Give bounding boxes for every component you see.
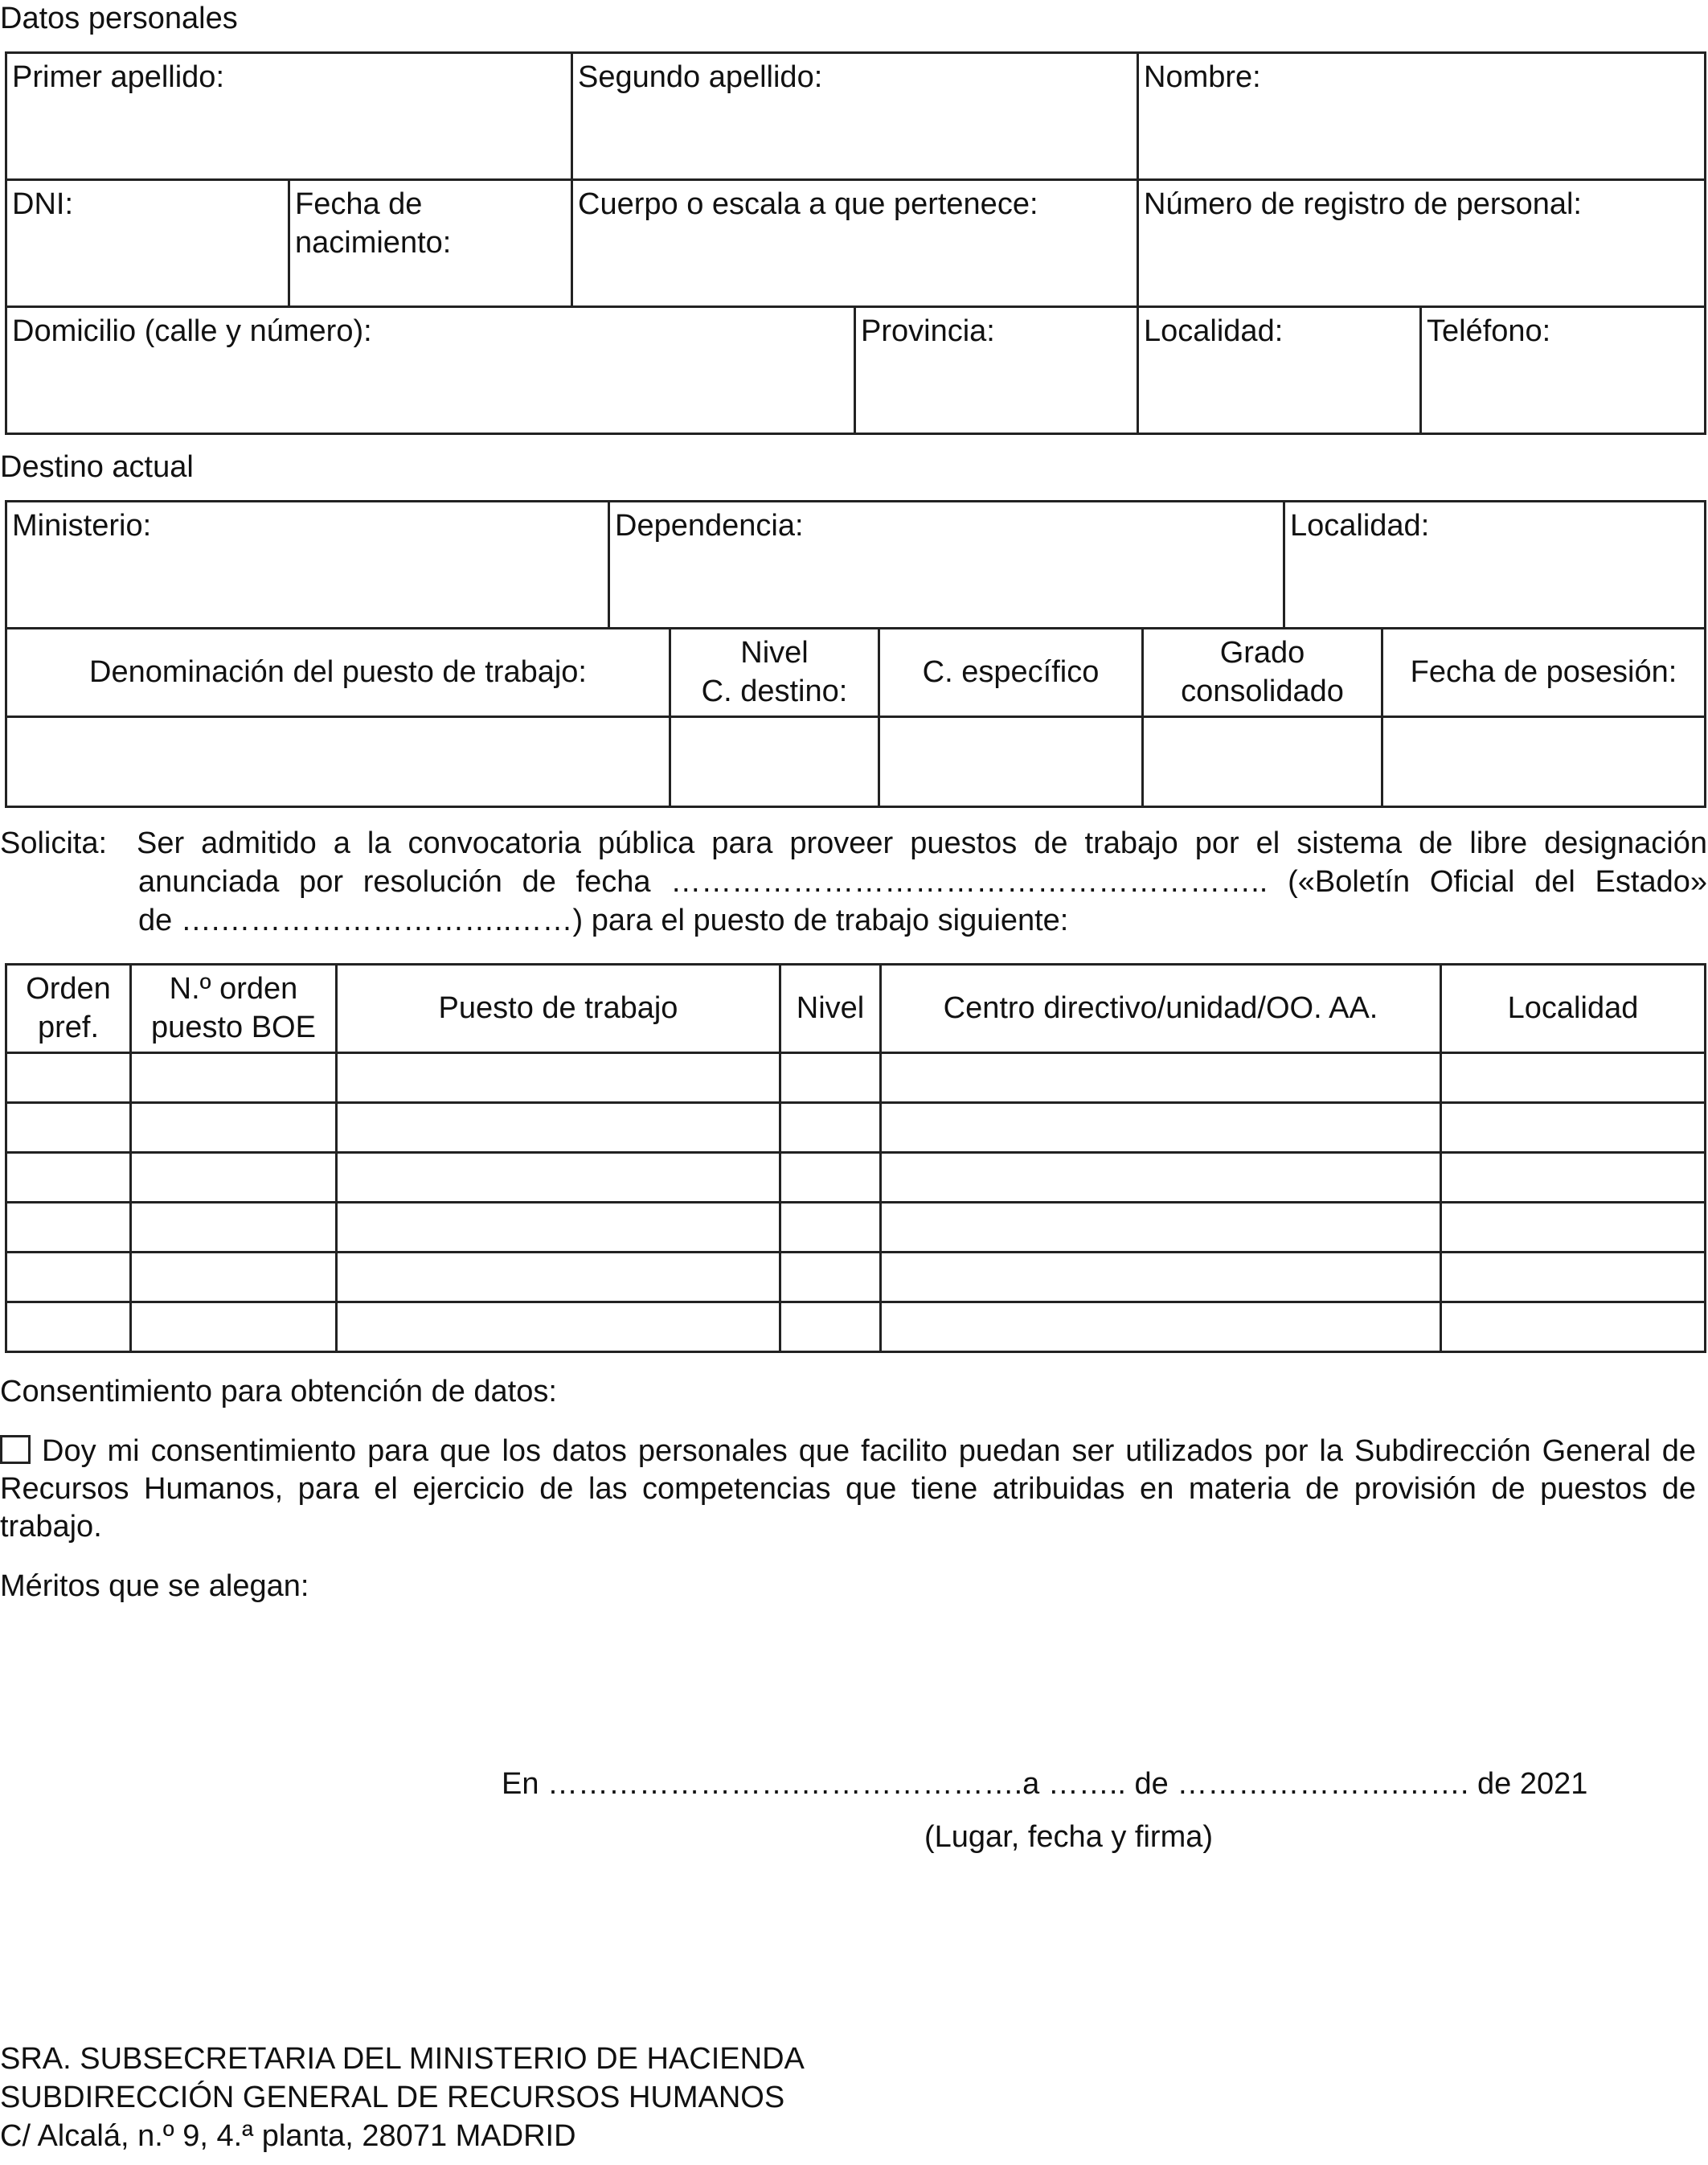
header-line1: Nivel xyxy=(796,990,865,1025)
header-line1: Centro directivo/unidad/OO. AA. xyxy=(943,990,1378,1025)
header-line1: Localidad xyxy=(1507,990,1639,1025)
numero-registro-label: Número de registro de personal: xyxy=(1144,187,1582,221)
nivel-line2: C. destino: xyxy=(701,674,848,708)
table-cell[interactable] xyxy=(337,1153,780,1203)
table-cell[interactable] xyxy=(131,1153,337,1203)
cuerpo-escala-label: Cuerpo o escala a que pertenece: xyxy=(578,187,1038,221)
destino-localidad-field[interactable] xyxy=(1284,502,1706,629)
destinatario-line1: SRA. SUBSECRETARIA DEL MINISTERIO DE HACIENDA xyxy=(0,2042,805,2076)
table-cell[interactable] xyxy=(337,1253,780,1302)
fecha-posesion-input[interactable] xyxy=(1382,717,1706,807)
nivel-destino-header xyxy=(670,629,879,717)
table-cell[interactable] xyxy=(1441,1302,1706,1352)
puestos-header-cell xyxy=(337,965,780,1053)
denominacion-input[interactable] xyxy=(6,717,670,807)
telefono-field[interactable] xyxy=(1421,307,1706,434)
table-cell[interactable] xyxy=(6,1302,131,1352)
table-cell[interactable] xyxy=(1441,1253,1706,1302)
table-cell[interactable] xyxy=(881,1103,1441,1153)
table-cell[interactable] xyxy=(1441,1203,1706,1253)
solicita-label: Solicita: xyxy=(0,826,108,860)
ministerio-label: Ministerio: xyxy=(12,509,152,543)
table-cell[interactable] xyxy=(881,1053,1441,1103)
domicilio-label: Domicilio (calle y número): xyxy=(12,314,372,348)
table-cell[interactable] xyxy=(881,1253,1441,1302)
localidad-field[interactable] xyxy=(1138,307,1421,434)
destinatario-line2: SUBDIRECCIÓN GENERAL DE RECURSOS HUMANOS xyxy=(0,2081,785,2114)
table-cell[interactable] xyxy=(131,1253,337,1302)
meritos-area[interactable] xyxy=(0,1608,1704,1745)
header-line2: pref. xyxy=(37,1010,100,1044)
table-row xyxy=(6,1253,1706,1302)
table-cell[interactable] xyxy=(881,1302,1441,1352)
table-cell[interactable] xyxy=(881,1153,1441,1203)
grado-line1: Grado xyxy=(1219,636,1305,670)
datos-personales-table xyxy=(5,51,1706,435)
denominacion-header: Denominación del puesto de trabajo: xyxy=(6,629,670,717)
firma-caption: (Lugar, fecha y firma) xyxy=(924,1820,1214,1854)
header-line2: puesto BOE xyxy=(151,1010,316,1044)
table-cell[interactable] xyxy=(131,1302,337,1352)
primer-apellido-label: Primer apellido: xyxy=(12,60,224,94)
table-cell[interactable] xyxy=(780,1203,881,1253)
grado-consolidado-header xyxy=(1143,629,1382,717)
table-row xyxy=(6,1302,1706,1352)
puestos-table xyxy=(5,963,1706,1353)
destinatario-line3: C/ Alcalá, n.º 9, 4.ª planta, 28071 MADRID xyxy=(0,2119,576,2153)
table-cell[interactable] xyxy=(337,1203,780,1253)
table-cell[interactable] xyxy=(1441,1053,1706,1103)
table-cell[interactable] xyxy=(881,1203,1441,1253)
nombre-field[interactable] xyxy=(1138,53,1706,180)
table-cell[interactable] xyxy=(780,1103,881,1153)
table-cell[interactable] xyxy=(6,1253,131,1302)
firma-line: En …………………….………………….a …….. de ………………….……. de 2021 xyxy=(502,1767,1588,1801)
c-especifico-input[interactable] xyxy=(879,717,1143,807)
table-row xyxy=(6,1153,1706,1203)
table-cell[interactable] xyxy=(131,1203,337,1253)
dependencia-label: Dependencia: xyxy=(615,509,804,543)
grado-line2: consolidado xyxy=(1181,674,1344,708)
table-cell[interactable] xyxy=(337,1053,780,1103)
segundo-apellido-label: Segundo apellido: xyxy=(578,60,823,94)
puestos-header-cell xyxy=(131,965,337,1053)
meritos-heading: Méritos que se alegan: xyxy=(0,1569,309,1603)
primer-apellido-field[interactable] xyxy=(6,53,572,180)
dni-field[interactable] xyxy=(6,180,289,307)
consentimiento-heading: Consentimiento para obtención de datos: xyxy=(0,1375,557,1408)
table-cell[interactable] xyxy=(1441,1153,1706,1203)
table-cell[interactable] xyxy=(337,1103,780,1153)
table-cell[interactable] xyxy=(131,1103,337,1153)
table-row xyxy=(6,1203,1706,1253)
solicita-line2: anunciada por resolución de fecha ………………………………………………….. («Boletín Oficial del Estado» xyxy=(138,865,1707,899)
numero-registro-field[interactable] xyxy=(1138,180,1706,307)
puestos-header-cell xyxy=(780,965,881,1053)
table-cell[interactable] xyxy=(780,1302,881,1352)
grado-consolidado-input[interactable] xyxy=(1143,717,1382,807)
segundo-apellido-field[interactable] xyxy=(572,53,1138,180)
puestos-header-cell xyxy=(881,965,1441,1053)
solicita-line3: de ….………………………..……) para el puesto de trabajo siguiente: xyxy=(138,904,1069,937)
provincia-label: Provincia: xyxy=(861,314,995,348)
table-cell[interactable] xyxy=(1441,1103,1706,1153)
nivel-line1: Nivel xyxy=(740,636,809,670)
puestos-header-cell xyxy=(6,965,131,1053)
telefono-label: Teléfono: xyxy=(1427,314,1551,348)
table-cell[interactable] xyxy=(6,1053,131,1103)
header-line1: Puesto de trabajo xyxy=(438,990,678,1025)
table-cell[interactable] xyxy=(6,1203,131,1253)
table-cell[interactable] xyxy=(780,1253,881,1302)
puestos-header-cell xyxy=(1441,965,1706,1053)
consentimiento-checkbox[interactable] xyxy=(0,1435,31,1464)
fecha-nacimiento-label: Fecha de nacimiento: xyxy=(295,187,452,260)
table-row xyxy=(6,1103,1706,1153)
ministerio-field[interactable] xyxy=(6,502,609,629)
table-cell[interactable] xyxy=(780,1153,881,1203)
table-cell[interactable] xyxy=(780,1053,881,1103)
destino-actual-table-top xyxy=(5,500,1706,629)
header-line1: Orden xyxy=(26,972,111,1006)
consentimiento-paragraph xyxy=(0,1433,1696,1546)
cuerpo-escala-field[interactable] xyxy=(572,180,1138,307)
header-line1: N.º orden xyxy=(169,972,298,1006)
c-especifico-header: C. específico xyxy=(879,629,1143,717)
table-cell[interactable] xyxy=(6,1103,131,1153)
solicita-line1: Ser admitido a la convocatoria pública para proveer puestos de trabajo por el sistema de libre designación xyxy=(137,826,1707,860)
destino-actual-table-bottom xyxy=(5,627,1706,808)
puestos-header-row xyxy=(6,965,1706,1053)
nombre-label: Nombre: xyxy=(1144,60,1261,94)
table-cell[interactable] xyxy=(131,1053,337,1103)
table-cell[interactable] xyxy=(6,1153,131,1203)
dni-label: DNI: xyxy=(12,187,73,221)
table-cell[interactable] xyxy=(337,1302,780,1352)
dependencia-field[interactable] xyxy=(609,502,1284,629)
consentimiento-text: Doy mi consentimiento para que los datos personales que facilito puedan ser utilizados por la Subdirección General de Recursos Humanos, para el ejercicio de las competencias que tiene atribuidas en materia de provisión de puestos de trabajo. xyxy=(0,1434,1696,1544)
provincia-field[interactable] xyxy=(855,307,1138,434)
fecha-nacimiento-field[interactable] xyxy=(289,180,572,307)
destino-localidad-label: Localidad: xyxy=(1290,509,1430,543)
nivel-destino-input[interactable] xyxy=(670,717,879,807)
fecha-posesion-header: Fecha de posesión: xyxy=(1382,629,1706,717)
domicilio-field[interactable] xyxy=(6,307,855,434)
datos-personales-heading: Datos personales xyxy=(0,2,238,35)
localidad-label: Localidad: xyxy=(1144,314,1284,348)
destino-actual-heading: Destino actual xyxy=(0,450,194,484)
table-row xyxy=(6,1053,1706,1103)
